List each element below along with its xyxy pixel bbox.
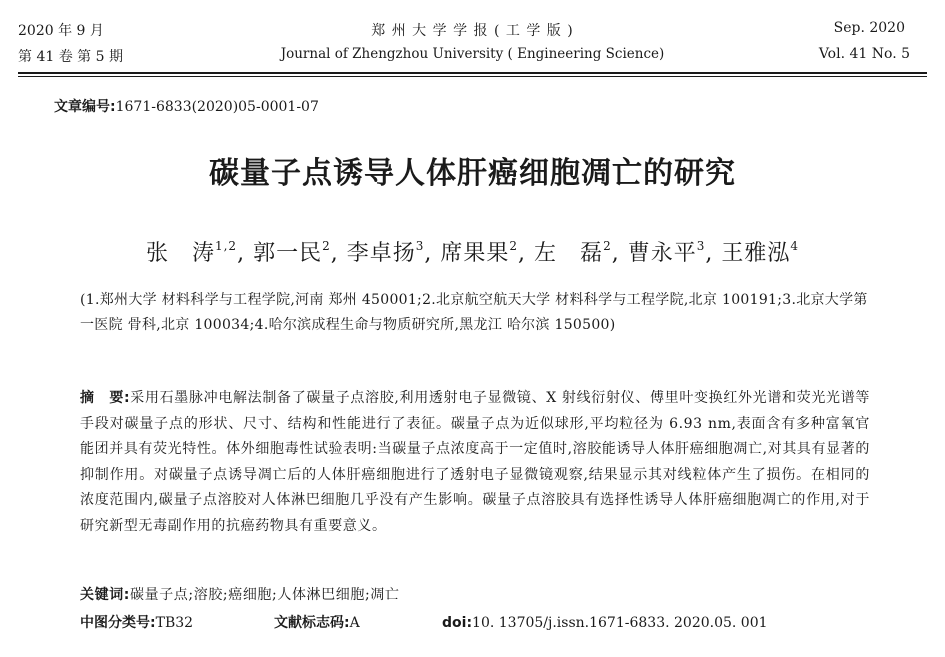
author (440, 241, 518, 266)
author-list: 张 涛$^{1,2}$, 郭一民$^2$, 李卓扬$^3$, 席果果$^2$, 左 磊$^2$, 曹永平$^3$, 王雅泓$^4$ (145, 239, 800, 266)
author (347, 241, 425, 266)
affiliations: (1.郑州大学 材料科学与工程学院,河南 郑州 450001;2.北京航空航天大学 材料科学与工程学院,北京 100191;3.北京大学第一医院 骨科,北京 100034;4.哈尔滨成程生命与物质研究所,黑龙江 哈尔滨 150500) (80, 292, 868, 333)
header-journal-cn: 郑 州 大 学 学 报 ( 工 学 版 ) (371, 23, 574, 39)
doc-code-label: 文献标志码: (274, 615, 350, 631)
keywords-label: 关键词: (80, 587, 130, 603)
header-rule-thick (18, 72, 927, 74)
author-affiliation-marker: 3 (696, 239, 706, 253)
author-affiliation-marker: 2 (509, 239, 519, 253)
header-rule-thin (18, 76, 927, 77)
author-affiliation-marker: 2 (603, 239, 612, 253)
paper-title: 碳量子点诱导人体肝癌细胞凋亡的研究 (209, 156, 736, 191)
author-name: 王雅泓 (721, 241, 791, 266)
doi-label: doi: (442, 615, 473, 631)
keywords (80, 584, 870, 606)
header-volume-en: Vol. 41 No. 5 (818, 46, 910, 62)
author-name: 席果果 (440, 241, 510, 266)
author (146, 241, 237, 266)
abstract (80, 386, 870, 539)
article-number-value: 1671-6833(2020)05-0001-07 (115, 99, 319, 115)
author-affiliation-marker: 3 (415, 239, 425, 253)
author-name: 曹永平 (627, 241, 697, 266)
author-affiliation-marker: 1,2 (214, 239, 238, 253)
author-name: 左 磊 (534, 241, 604, 266)
header-date-en: Sep. 2020 (833, 20, 905, 36)
author (534, 241, 612, 266)
article-number-label: 文章编号: (54, 99, 116, 115)
classification-line (80, 612, 870, 634)
author (628, 241, 706, 266)
clc-label: 中图分类号: (80, 615, 156, 631)
author-affiliation-marker: 2 (322, 239, 331, 253)
doi-value: 10. 13705/j.issn.1671-6833. 2020.05. 001 (472, 615, 768, 631)
doc-code-value: A (349, 615, 360, 631)
author-name: 李卓扬 (346, 241, 416, 266)
header-volume-cn: 第 41 卷 第 5 期 (18, 49, 123, 65)
author-affiliation-marker: 4 (790, 239, 800, 253)
author (721, 241, 799, 266)
header-date-cn: 2020 年 9 月 (18, 23, 104, 39)
header-journal-en: Journal of Zhengzhou University ( Engineering Science) (280, 46, 665, 62)
keywords-text: 碳量子点;溶胶;癌细胞;人体淋巴细胞;凋亡 (130, 587, 400, 603)
author (253, 241, 331, 266)
article-number (54, 96, 319, 116)
author-name: 郭一民 (253, 241, 323, 266)
abstract-text: 采用石墨脉冲电解法制备了碳量子点溶胶,利用透射电子显微镜、X 射线衍射仪、傅里叶变换红外光谱和荧光光谱等手段对碳量子点的形状、尺寸、结构和性能进行了表征。碳量子点为近似球形,平均粒径为 6.93 nm,表面含有多种富氧官能团并具有荧光特性。体外细胞毒性试验表明:当碳量子点浓度高于一定值时,溶胶能诱导人体肝癌细胞凋亡,对其具有显著的抑制作用。对碳量子点诱导凋亡后的人体肝癌细胞进行了透射电子显微镜观察,结果显示其对线粒体产生了损伤。在相同的浓度范围内,碳量子点溶胶对人体淋巴细胞几乎没有产生影响。碳量子点溶胶具有选择性诱导人体肝癌细胞凋亡的作用,对于研究新型无毒副作用的抗癌药物具有重要意义。 (80, 390, 870, 534)
author-name: 张 涛 (145, 241, 215, 266)
abstract-label: 摘 要: (80, 390, 131, 406)
clc-value: TB32 (155, 615, 194, 631)
